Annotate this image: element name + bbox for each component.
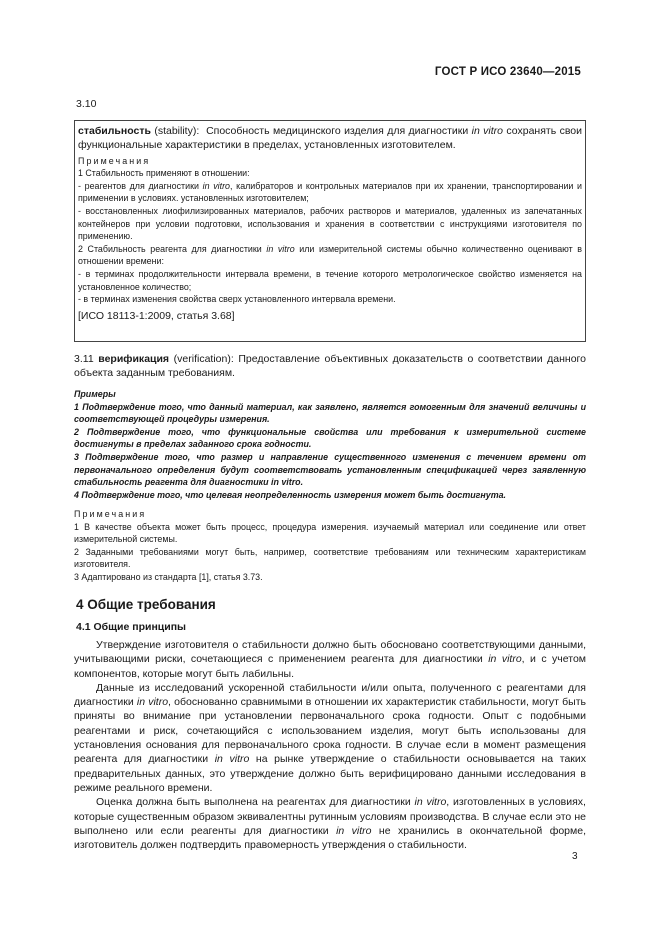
term-stability-en: (stability):	[154, 125, 200, 137]
section-4-1-title: 4.1 Общие принципы	[76, 621, 187, 633]
examples-heading: Примеры	[74, 389, 116, 399]
example-4: 4 Подтверждение того, что целевая неопределенность измерения может быть достигнута.	[74, 489, 506, 500]
note-3-10-1b: - восстановленных лиофилизированных материалов, рабочих растворов и материалов, удаленных из запечатанных контейнеров при условии подготовки, использования и хранения в соответствии с инструкциями изготовителя по применению.	[78, 205, 582, 242]
clause-number-3-11: 3.11	[74, 353, 94, 365]
notes-heading-3-10: Примечания	[78, 155, 151, 166]
term-verification: верификация	[98, 353, 170, 365]
note-3-10-2b: - в терминах изменения свойства сверх установленного интервала времени.	[78, 294, 396, 305]
definition-box-3-10	[74, 120, 586, 342]
example-3: 3 Подтверждение того, что размер и направление существенного изменения с течением времени от первоначального определения будут соответствовать установленным спецификацией через заявленную стабильность реагента для диагностики in vitro.	[74, 451, 586, 488]
standard-header: ГОСТ Р ИСО 23640—2015	[434, 66, 581, 78]
note-3-10-1a: - реагентов для диагностики in vitro, калибраторов и контрольных материалов при их хранении, транспортировании и применении в условиях. установленных изготовителем;	[78, 180, 583, 204]
note-3-10-2a: - в терминах продолжительности интервала времени, в течение которого метрологическое свойство изменяется на установленное количество;	[78, 268, 582, 292]
clause-number-3-10: 3.10	[76, 98, 97, 110]
clause-3-11	[74, 352, 586, 381]
note-3-11-3: 3 Адаптировано из стандарта [1], статья 3.73.	[74, 571, 263, 582]
term-stability: стабильность	[78, 125, 151, 137]
page-number: 3	[572, 851, 578, 862]
notes-heading-3-11: Примечания	[74, 509, 147, 519]
section-4-title: 4 Общие требования	[76, 597, 216, 612]
section-4-1-body	[74, 638, 586, 852]
note-3-10-2: 2 Стабильность реагента для диагностики in vitro или измерительной системы обычно количественно оценивают в отношении времени:	[78, 243, 583, 267]
definition-stability: стабильность (stability): Способность медицинского изделия для диагностики in vitro сохранять свои функциональные характеристики в пределах, установленных изготовителем.	[78, 125, 582, 152]
note-3-10-1: 1 Стабильность применяют в отношении:	[78, 168, 250, 179]
source-reference-3-10: [ИСО 18113-1:2009, статья 3.68]	[78, 309, 235, 322]
paragraph-4-1-2: Данные из исследований ускоренной стабильности и/или опыта, полученного с реагентами для диагностики in vitro, обоснованно сравнимыми в отношении их характеристик стабильности, могут быть приняты во внимание при установлении первоначального срока годности. Опыт с подобными реагентами и риск, сочетающийся с использованием изделия, могут быть использованы для установления основания для первоначального срока годности. В случае если в момент размещения реагента для диагностики in vitro на рынке утверждение о стабильности основывается на таких предварительных данных, это утверждение должно быть верифицировано данными исследования в режиме реального времени.	[74, 681, 586, 794]
notes-3-11	[74, 508, 586, 584]
paragraph-4-1-3: Оценка должна быть выполнена на реагентах для диагностики in vitro, изготовленных в условиях, которые существенным образом эквивалентны рутинным условиям производства. В случае если это не выполнено или если реагенты для диагностики in vitro не хранились в окончательной форме, изготовитель должен подтвердить правомерность утверждения о стабильности.	[74, 796, 586, 852]
examples-3-11	[74, 388, 586, 501]
paragraph-4-1-1: Утверждение изготовителя о стабильности должно быть обосновано соответствующими данными, учитывающими риски, сочетающиеся с применением реагента для диагностики in vitro, и с учетом компонентов, которые могут быть лабильны.	[74, 639, 587, 680]
definition-verification: 3.11 верификация (verification): Предоставление объективных доказательств о соответствии данного объекта заданным требованиям.	[74, 353, 586, 380]
example-1: 1 Подтверждение того, что данный материал, как заявлено, является гомогенным для значений величины и соответствующей процедуры измерения.	[74, 401, 586, 425]
example-2: 2 Подтверждение того, что функциональные свойства или требования к измерительной системе достигнуты в пределах заданного срока годности.	[74, 426, 586, 450]
definition-box-content	[78, 124, 582, 323]
note-3-11-1: 1 В качестве объекта может быть процесс, процедура измерения. изучаемый материал или соединение или ответ измерительной системы.	[74, 521, 586, 545]
note-3-11-2: 2 Заданными требованиями могут быть, например, соответствие требованиям или техническим характеристикам изготовителя.	[74, 546, 586, 570]
